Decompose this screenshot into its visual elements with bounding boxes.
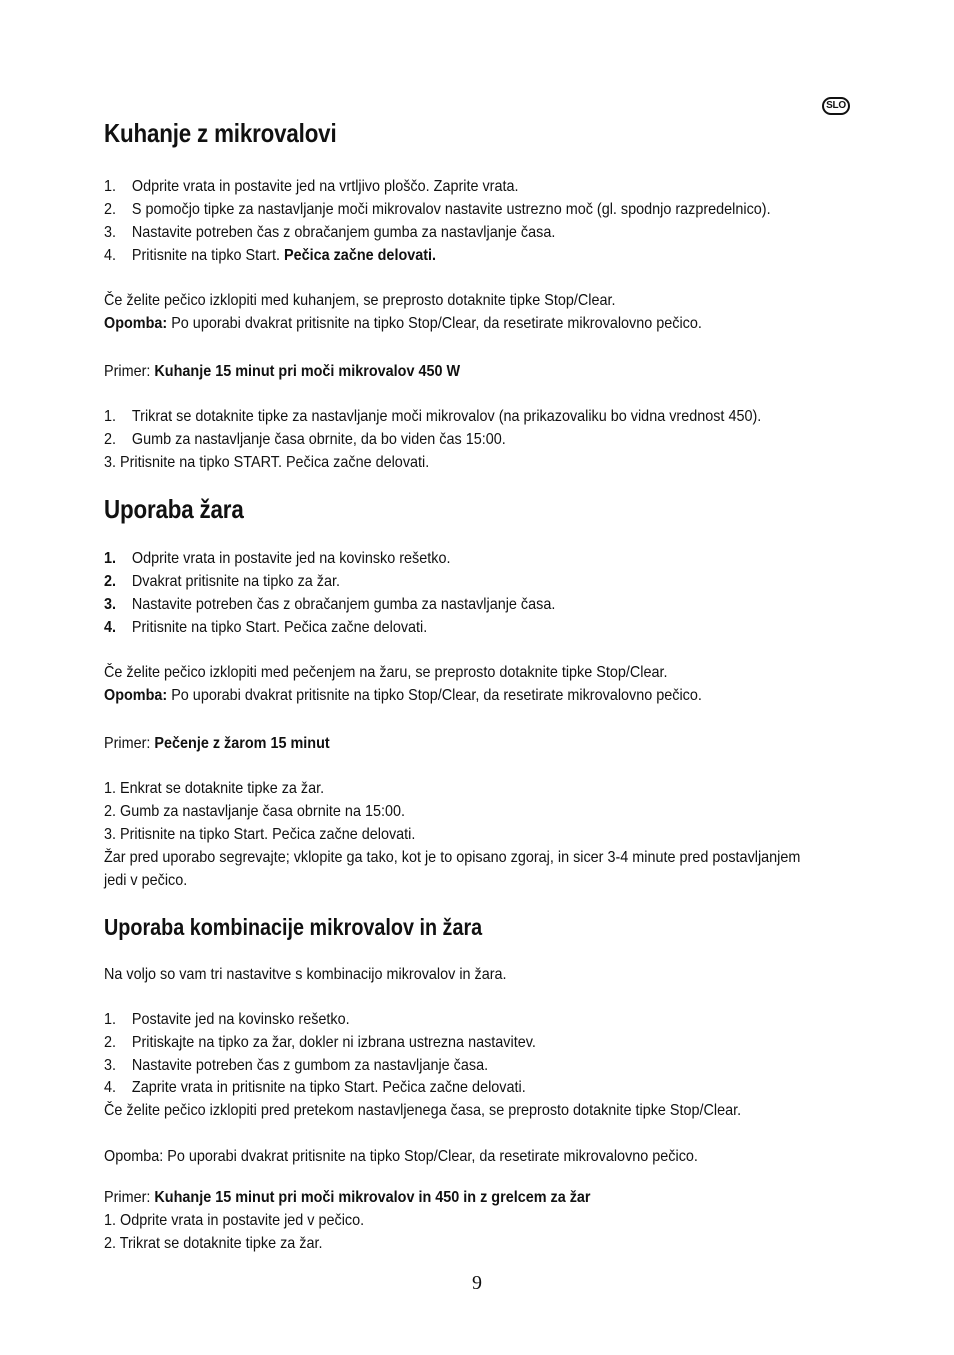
section-title-microwave: Kuhanje z mikrovalovi xyxy=(104,118,337,148)
step-text: Nastavite potreben čas z gumbom za nastavljanje časa. xyxy=(131,1057,489,1074)
step-number: 1. xyxy=(104,1011,117,1028)
step-bold-text: Pečica začne delovati. xyxy=(283,247,437,264)
list-item xyxy=(104,1010,350,1030)
list-item: 2. Trikrat se dotaknite tipke za žar. xyxy=(104,1235,323,1252)
note xyxy=(104,686,702,706)
note: Opomba: Po uporabi dvakrat pritisnite na tipko Stop/Clear, da resetirate mikrovalovno pečico. xyxy=(104,1148,698,1165)
list-item: 1. Odprite vrata in postavite jed v pečico. xyxy=(104,1212,365,1229)
section-title-combination: Uporaba kombinacije mikrovalov in žara xyxy=(104,914,483,940)
list-item: 3. Pritisnite na tipko Start. Pečica začne delovati. xyxy=(104,826,416,843)
list-item: 2. Gumb za nastavljanje časa obrnite na 15:00. xyxy=(104,803,405,820)
note-label: Opomba: xyxy=(104,315,168,332)
step-number: 1. xyxy=(104,178,117,195)
list-item xyxy=(104,549,450,569)
list-item xyxy=(104,572,340,592)
step-text: Odprite vrata in postavite jed na vrtljivo ploščo. Zaprite vrata. xyxy=(131,178,519,195)
note-text: Po uporabi dvakrat pritisnite na tipko Stop/Clear, da resetirate mikrovalovno pečico. xyxy=(167,687,702,704)
step-number: 1. xyxy=(104,408,117,425)
list-item xyxy=(104,200,771,220)
note-text: Po uporabi dvakrat pritisnite na tipko Stop/Clear, da resetirate mikrovalovno pečico. xyxy=(167,315,702,332)
list-item: 3. Pritisnite na tipko START. Pečica začne delovati. xyxy=(104,454,430,471)
intro-text: Na voljo so vam tri nastavitve s kombinacijo mikrovalov in žara. xyxy=(104,966,507,983)
step-text: Odprite vrata in postavite jed na kovinsko rešetko. xyxy=(131,550,451,567)
paragraph-line: Žar pred uporabo segrevajte; vklopite ga tako, kot je to opisano zgoraj, in sicer 3-4 minute pred postavljanjem xyxy=(104,849,801,866)
list-item xyxy=(104,1056,488,1076)
step-text: Gumb za nastavljanje časa obrnite, da bo viden čas 15:00. xyxy=(131,431,506,448)
list-item xyxy=(104,595,555,615)
step-number: 2. xyxy=(104,573,117,590)
step-text: Trikrat se dotaknite tipke za nastavljanje moči mikrovalov (na prikazovaliku bo vidna vrednost 450). xyxy=(131,408,762,425)
step-number: 4. xyxy=(104,1079,117,1096)
step-number: 3. xyxy=(104,224,117,241)
stop-instruction: Če želite pečico izklopiti med pečenjem na žaru, se preprosto dotaknite tipke Stop/Clear. xyxy=(104,664,668,681)
section-title-grill: Uporaba žara xyxy=(104,494,244,524)
step-number: 4. xyxy=(104,247,117,264)
note xyxy=(104,314,702,334)
note-label: Opomba: xyxy=(104,687,168,704)
example-label: Primer: xyxy=(104,1189,155,1206)
step-number: 2. xyxy=(104,201,117,218)
list-item xyxy=(104,430,506,450)
step-text: Nastavite potreben čas z obračanjem gumba za nastavljanje časa. xyxy=(131,596,556,613)
example-title: Kuhanje 15 minut pri moči mikrovalov 450 W xyxy=(154,363,461,380)
example-heading xyxy=(104,362,460,382)
list-item xyxy=(104,618,427,638)
list-item xyxy=(104,223,555,243)
step-text: Postavite jed na kovinsko rešetko. xyxy=(131,1011,350,1028)
language-badge: SLO xyxy=(822,97,850,115)
step-text: Nastavite potreben čas z obračanjem gumba za nastavljanje časa. xyxy=(131,224,556,241)
step-text: Dvakrat pritisnite na tipko za žar. xyxy=(131,573,340,590)
example-label: Primer: xyxy=(104,363,155,380)
page-number: 9 xyxy=(472,1272,482,1294)
step-number: 4. xyxy=(104,619,117,636)
step-number: 2. xyxy=(104,1034,117,1051)
step-text: S pomočjo tipke za nastavljanje moči mikrovalov nastavite ustrezno moč (gl. spodnjo razpredelnico). xyxy=(131,201,771,218)
list-item xyxy=(104,246,436,266)
step-text: Pritiskajte na tipko za žar, dokler ni izbrana ustrezna nastavitev. xyxy=(131,1034,536,1051)
step-text: Pritisnite na tipko Start. xyxy=(131,247,284,264)
list-item xyxy=(104,177,518,197)
example-title: Pečenje z žarom 15 minut xyxy=(154,735,330,752)
list-item xyxy=(104,407,761,427)
example-heading xyxy=(104,734,330,754)
list-item xyxy=(104,1078,526,1098)
list-item xyxy=(104,1033,536,1053)
step-text: Pritisnite na tipko Start. Pečica začne delovati. xyxy=(131,619,428,636)
example-label: Primer: xyxy=(104,735,155,752)
step-text: Zaprite vrata in pritisnite na tipko Start. Pečica začne delovati. xyxy=(131,1079,526,1096)
stop-instruction: Če želite pečico izklopiti med kuhanjem, se preprosto dotaknite tipke Stop/Clear. xyxy=(104,292,616,309)
step-number: 3. xyxy=(104,1057,117,1074)
step-number: 2. xyxy=(104,431,117,448)
step-number: 1. xyxy=(104,550,117,567)
list-item: 1. Enkrat se dotaknite tipke za žar. xyxy=(104,780,325,797)
example-title: Kuhanje 15 minut pri moči mikrovalov in 450 in z grelcem za žar xyxy=(154,1189,591,1206)
step-number: 3. xyxy=(104,596,117,613)
example-heading xyxy=(104,1188,591,1208)
paragraph-line: jedi v pečico. xyxy=(104,872,188,889)
stop-instruction: Če želite pečico izklopiti pred pretekom nastavljenega časa, se preprosto dotaknite tipke Stop/Clear. xyxy=(104,1102,742,1119)
